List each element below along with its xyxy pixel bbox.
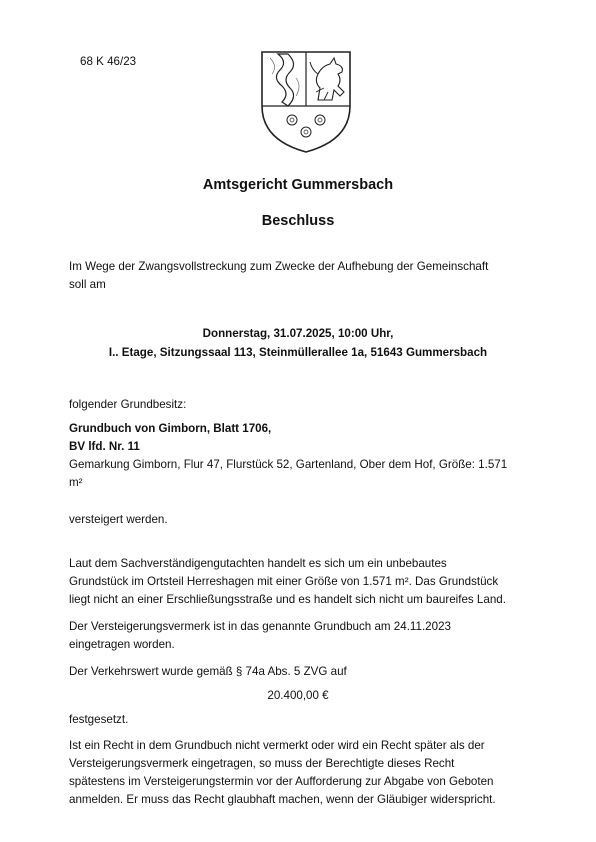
intro-line-1: Im Wege der Zwangsvollstreckung zum Zwecke der Aufhebung der Gemeinschaft: [69, 260, 489, 273]
auction-text: versteigert werden.: [69, 513, 168, 526]
case-number: 68 K 46/23: [80, 55, 137, 68]
property-description: Gemarkung Gimborn, Flur 47, Flurstück 52, Gartenland, Ober dem Hof, Größe: 1.571: [69, 458, 508, 471]
note-line-2: eingetragen worden.: [69, 638, 175, 651]
note-line-1: Der Versteigerungsvermerk ist in das genannte Grundbuch am 24.11.2023: [69, 620, 451, 633]
value-end: festgesetzt.: [69, 713, 129, 726]
expert-line-3: liegt nicht an einer Erschließungsstraße und es handelt sich nicht um baureifes Land.: [69, 593, 506, 606]
value-amount: 20.400,00 €: [267, 689, 329, 702]
nrw-coat-of-arms-icon: [258, 48, 354, 156]
rights-line-1: Ist ein Recht in dem Grundbuch nicht vermerkt oder wird ein Recht später als der: [69, 739, 485, 752]
expert-line-2: Grundstück im Ortsteil Herreshagen mit einer Größe von 1.571 m². Das Grundstück: [69, 575, 499, 588]
court-name: Amtsgericht Gummersbach: [202, 177, 394, 193]
rights-line-4: anmelden. Er muss das Recht glaubhaft machen, wenn der Gläubiger widerspricht.: [69, 793, 496, 806]
document-type: Beschluss: [261, 213, 335, 229]
property-label: folgender Grundbesitz:: [69, 398, 187, 411]
value-intro: Der Verkehrswert wurde gemäß § 74a Abs. 5 ZVG auf: [69, 665, 347, 678]
property-description-unit: m²: [69, 476, 83, 489]
rights-line-3: spätestens im Versteigerungstermin vor der Aufforderung zur Abgabe von Geboten: [69, 775, 494, 788]
appointment-datetime: Donnerstag, 31.07.2025, 10:00 Uhr,: [202, 327, 394, 340]
property-register: Grundbuch von Gimborn, Blatt 1706,: [69, 422, 272, 435]
expert-line-1: Laut dem Sachverständigengutachten handelt es sich um ein unbebautes: [69, 557, 447, 570]
property-bv: BV lfd. Nr. 11: [69, 440, 140, 453]
rights-line-2: Versteigerungsvermerk eingetragen, so muss der Berechtigte dieses Recht: [69, 757, 455, 770]
intro-line-2: soll am: [69, 278, 106, 291]
appointment-location: I.. Etage, Sitzungssaal 113, Steinmüllerallee 1a, 51643 Gummersbach: [108, 346, 488, 359]
